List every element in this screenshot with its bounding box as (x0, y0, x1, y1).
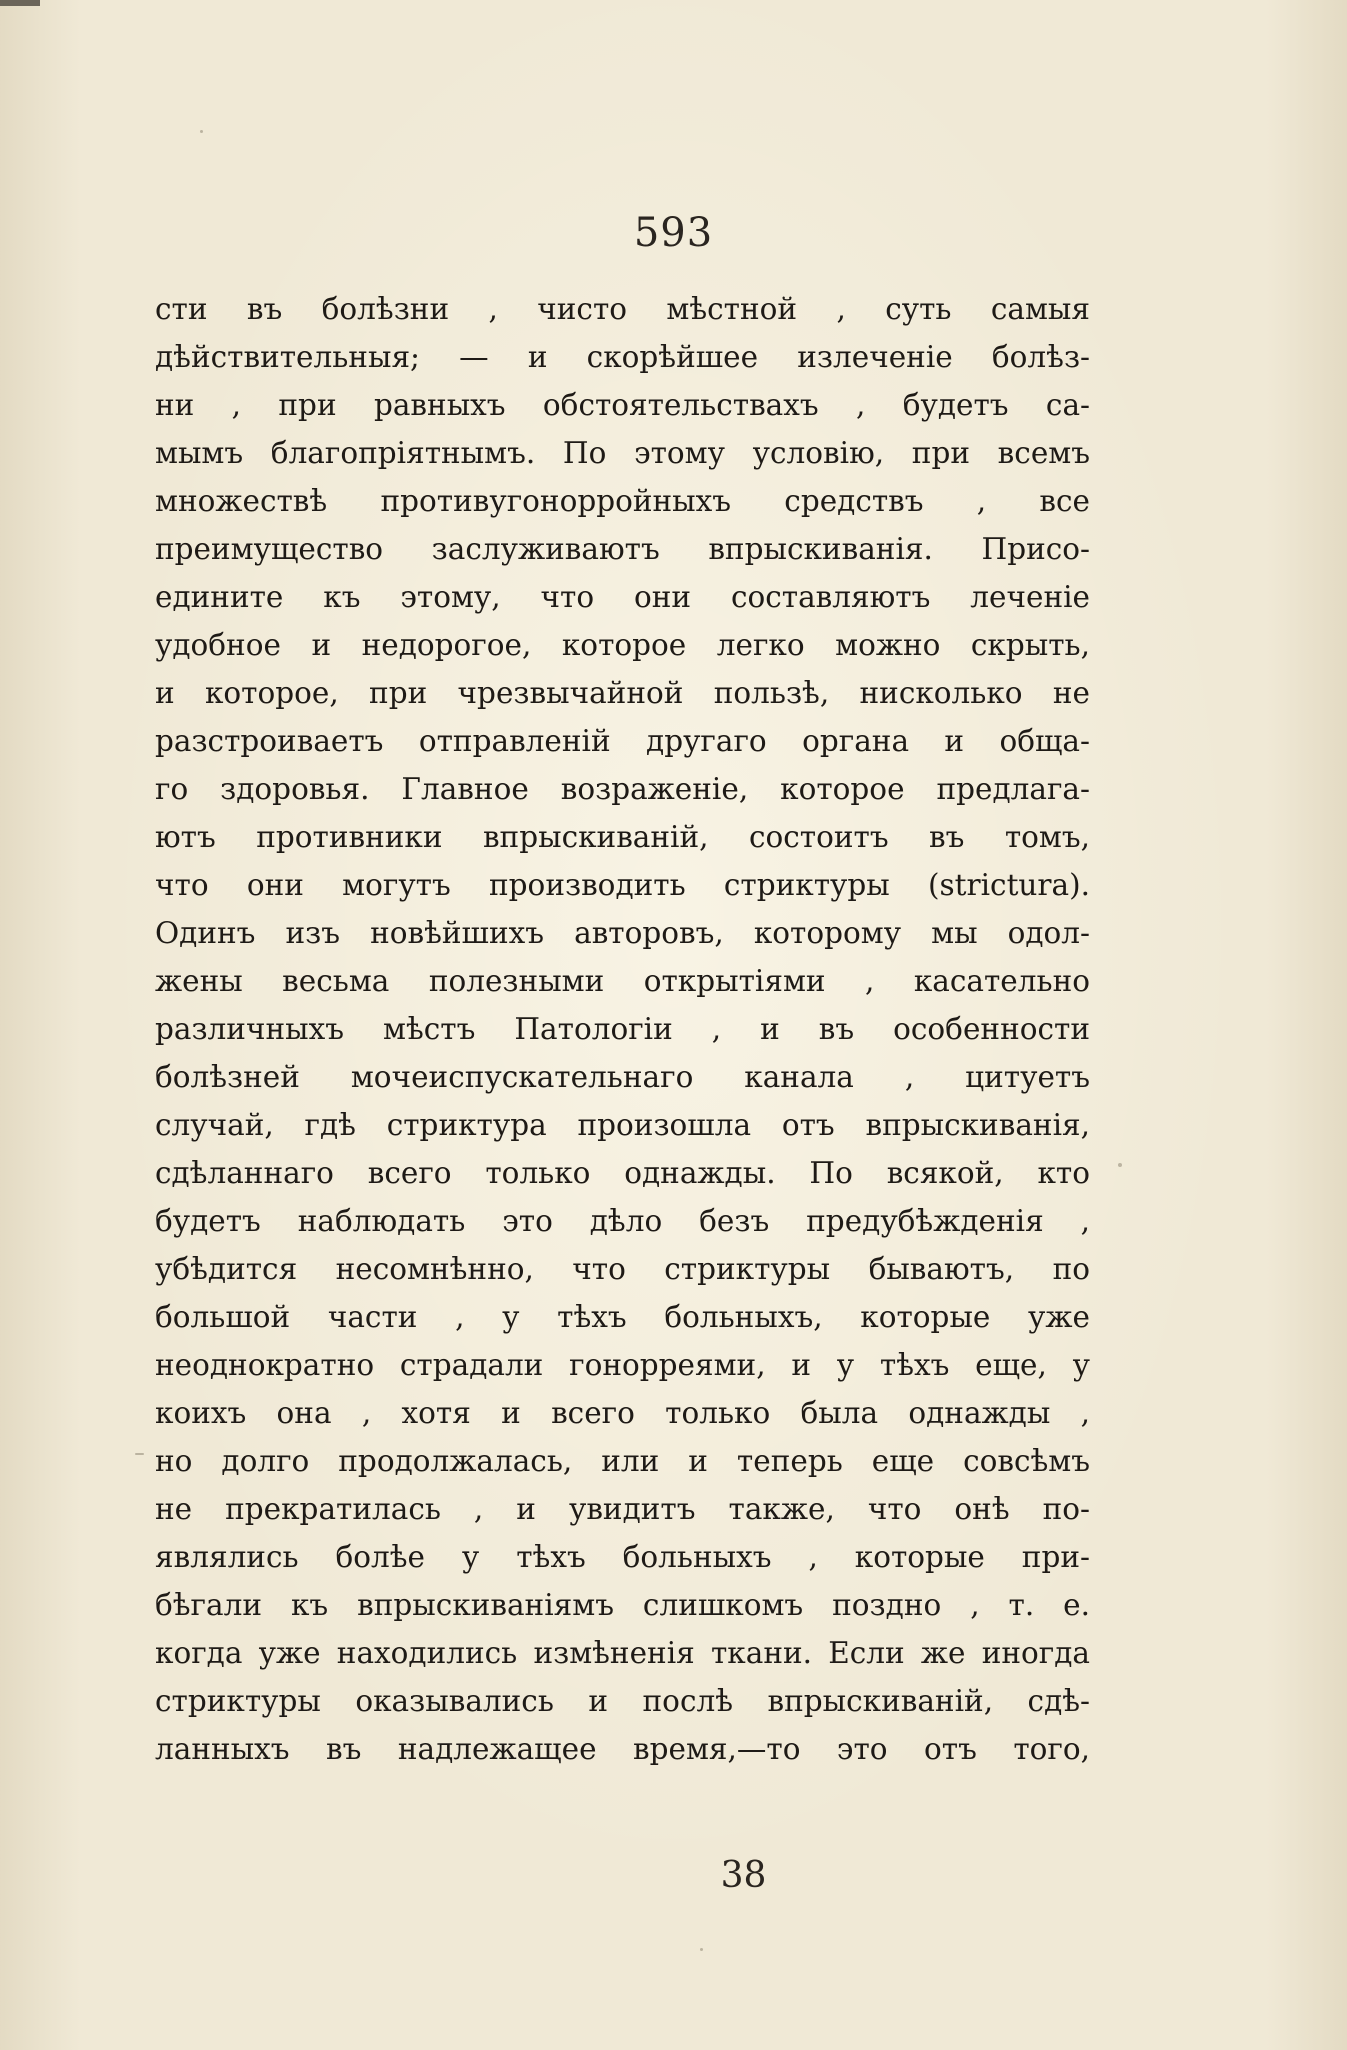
paper-speck (1118, 1163, 1122, 1167)
text-line: жены весьма полезными открытіями , касательно (155, 964, 1090, 998)
text-line: преимущество заслуживаютъ впрыскиванія. Присо- (155, 532, 1090, 566)
text-line: и которое, при чрезвычайной пользѣ, нисколько не (155, 676, 1090, 710)
text-line: не прекратилась , и увидитъ также, что онѣ по- (155, 1492, 1090, 1526)
text-line: го здоровья. Главное возраженіе, которое предлага- (155, 772, 1090, 806)
paper-speck (200, 130, 203, 133)
text-line: болѣзней мочеиспускательнаго канала , цитуетъ (155, 1060, 1090, 1094)
text-line: ни , при равныхъ обстоятельствахъ , будетъ са- (155, 388, 1090, 422)
text-line: ютъ противники впрыскиваній, состоитъ въ томъ, (155, 820, 1090, 854)
page-number: 593 (633, 210, 714, 256)
paper-speck (700, 1948, 703, 1951)
text-line: будетъ наблюдать это дѣло безъ предубѣжденія , (155, 1204, 1090, 1238)
text-line: большой части , у тѣхъ больныхъ, которые уже (155, 1300, 1090, 1334)
text-line: сдѣланнаго всего только однажды. По всякой, кто (155, 1156, 1090, 1190)
text-line: что они могутъ производить стриктуры (strictura). (155, 868, 1090, 902)
text-line: разстроиваетъ отправленій другаго органа и обща- (155, 724, 1090, 758)
text-line: мымъ благопріятнымъ. По этому условію, при всемъ (155, 436, 1090, 470)
paper-speck (135, 1453, 144, 1455)
text-line: убѣдится несомнѣнно, что стриктуры бываютъ, по (155, 1252, 1090, 1286)
scan-edge (0, 0, 40, 6)
text-line: дѣйствительныя; — и скорѣйшее излеченіе болѣз- (155, 340, 1090, 374)
text-line: множествѣ противугонорройныхъ средствъ , все (155, 484, 1090, 518)
text-line: коихъ она , хотя и всего только была однажды , (155, 1396, 1090, 1430)
text-line: являлись болѣе у тѣхъ больныхъ , которые при- (155, 1540, 1090, 1574)
text-line: сти въ болѣзни , чисто мѣстной , суть самыя (155, 292, 1090, 326)
text-line: едините къ этому, что они составляютъ леченіе (155, 580, 1090, 614)
text-line: различныхъ мѣстъ Патологіи , и въ особенности (155, 1012, 1090, 1046)
text-line: когда уже находились измѣненія ткани. Если же иногда (155, 1636, 1090, 1670)
text-line: стриктуры оказывались и послѣ впрыскиваній, сдѣ- (155, 1684, 1090, 1718)
body-text (155, 285, 1090, 1773)
text-line: бѣгали къ впрыскиваніямъ слишкомъ поздно , т. е. (155, 1588, 1090, 1622)
signature-mark: 38 (720, 1855, 767, 1896)
text-line: Одинъ изъ новѣйшихъ авторовъ, которому мы одол- (155, 916, 1090, 950)
text-line: неоднократно страдали гонорреями, и у тѣхъ еще, у (155, 1348, 1090, 1382)
text-line: случай, гдѣ стриктура произошла отъ впрыскиванія, (155, 1108, 1090, 1142)
text-line: удобное и недорогое, которое легко можно скрыть, (155, 628, 1090, 662)
text-line: но долго продолжалась, или и теперь еще совсѣмъ (155, 1444, 1090, 1478)
text-line: ланныхъ въ надлежащее время,—то это отъ того, (155, 1732, 1090, 1766)
